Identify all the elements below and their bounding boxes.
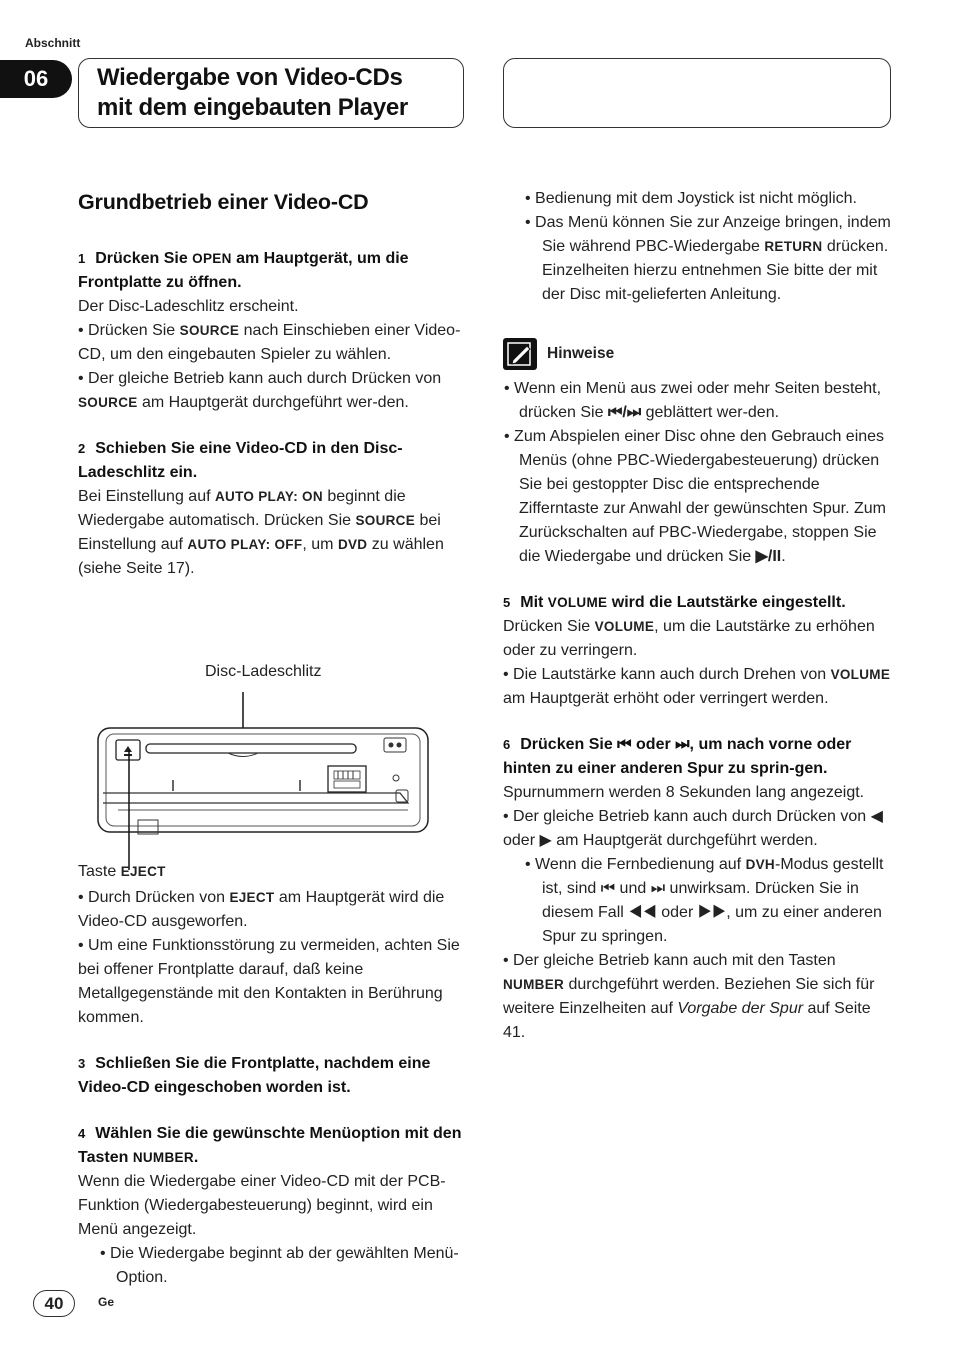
step-4-title-a: Wählen Sie die gewünschte Menüoption mit den Tasten bbox=[78, 1125, 462, 1166]
step-4-text: Wenn die Wiedergabe einer Video-CD mit der PCB-Funktion (Wiedergabesteuerung) beginnt, wird ein Menü angezeigt. bbox=[78, 1173, 446, 1238]
step-5-t1: Drücken Sie bbox=[503, 618, 595, 635]
step-1-bullet-2 bbox=[78, 367, 473, 415]
step-4-bullet-1: • Die Wiedergabe beginnt ab der gewählten Menü-Option. bbox=[100, 1245, 459, 1286]
eject-bullet-1-a: • Durch Drücken von bbox=[78, 889, 230, 906]
step-1-title-b: am Hauptgerät, um die Frontplatte zu öffnen. bbox=[78, 250, 409, 291]
note-2 bbox=[503, 425, 895, 569]
step-5-text bbox=[503, 615, 895, 663]
step-5-title-a: Mit bbox=[520, 594, 548, 611]
step-6-title bbox=[503, 733, 895, 781]
key-eject: EJECT bbox=[229, 890, 275, 905]
step-2-t1: Bei Einstellung auf bbox=[78, 488, 215, 505]
step-6-number: 6 bbox=[503, 737, 511, 752]
key-volume: VOLUME bbox=[594, 619, 655, 634]
step-2-number: 2 bbox=[78, 441, 86, 456]
step-1-bullet-1-a: • Drücken Sie bbox=[78, 322, 180, 339]
step-4-bullet-2: • Bedienung mit dem Joystick ist nicht möglich. bbox=[525, 190, 857, 207]
step-6-sub-bullet bbox=[503, 853, 895, 949]
key-source: SOURCE bbox=[355, 513, 416, 528]
note-2-a: • Zum Abspielen einer Disc ohne den Gebrauch eines Menüs (ohne PBC-Wiedergabesteuerung) drücken Sie bei gestoppter Disc die entsprechende Zifferntaste zur Anwahl der gewünschten Spur. Zum Zurückschalten auf PBC-Wiedergabe, stoppen Sie die Wiedergabe und drücken Sie bbox=[504, 428, 887, 565]
step-6-bullet-1-b: oder bbox=[503, 832, 540, 849]
step-2-title bbox=[78, 437, 473, 485]
fast-forward-icon: ▶▶ bbox=[697, 904, 727, 921]
key-number: NUMBER bbox=[132, 1150, 194, 1165]
eject-label-text: Taste bbox=[78, 863, 121, 880]
page-language: Ge bbox=[98, 1295, 115, 1309]
step-5-number: 5 bbox=[503, 595, 511, 610]
key-dvh: DVH bbox=[745, 857, 775, 872]
step-6-bullet-1-c: am Hauptgerät durchgeführt werden. bbox=[551, 832, 818, 849]
step-6-sub-a: • Wenn die Fernbedienung auf bbox=[525, 856, 746, 873]
step-5-t2: , um die Lautstärke zu erhöhen oder zu verringern. bbox=[503, 618, 875, 659]
skip-next-icon: ⏭ bbox=[650, 880, 666, 897]
pencil-icon bbox=[503, 338, 537, 370]
head-unit-illustration bbox=[78, 660, 473, 885]
step-1-bullet-2-b: am Hauptgerät durchgeführt wer-den. bbox=[137, 394, 409, 411]
skip-prev-icon: ⏮ bbox=[617, 736, 632, 753]
step-6-sub-d: unwirksam. Drücken Sie in diesem Fall bbox=[542, 880, 859, 921]
right-arrow-icon: ▶ bbox=[539, 832, 552, 849]
eject-bullet-2: • Um eine Funktionsstörung zu vermeiden, achten Sie bei offener Frontplatte darauf, daß keine Metallgegenstände mit den Kontakten in Berührung kommen. bbox=[78, 937, 460, 1026]
step-1-title bbox=[78, 247, 473, 295]
step-2-t3: bei Einstellung auf bbox=[78, 512, 441, 553]
step-1-title-a: Drücken Sie bbox=[95, 250, 193, 267]
right-column bbox=[503, 187, 895, 1045]
step-1-number: 1 bbox=[78, 251, 86, 266]
step-5-bullet-1-a: • Die Lautstärke kann auch durch Drehen von bbox=[503, 666, 831, 683]
chapter-title-box bbox=[78, 58, 464, 128]
key-volume: VOLUME bbox=[547, 595, 608, 610]
step-6-bullet-2-c: auf Seite 41. bbox=[503, 1000, 871, 1041]
step-4-bullet-3-a: • Das Menü können Sie zur Anzeige bringen, indem Sie während PBC-Wiedergabe bbox=[525, 214, 891, 255]
step-6-bullet-1-a: • Der gleiche Betrieb kann auch durch Drücken von bbox=[503, 808, 871, 825]
step-5-title bbox=[503, 591, 895, 615]
eject-key-label bbox=[78, 863, 166, 881]
step-5-title-b: wird die Lautstärke eingestellt. bbox=[607, 594, 846, 611]
step-6-sub-f: , um zu einer anderen Spur zu springen. bbox=[542, 904, 882, 945]
skip-prev-next-icon: ⏮/⏭ bbox=[607, 404, 642, 421]
disc-slot-diagram bbox=[78, 660, 473, 885]
rewind-icon: ◀◀ bbox=[628, 904, 657, 921]
note-1-a: • Wenn ein Menü aus zwei oder mehr Seiten besteht, drücken Sie bbox=[504, 380, 882, 421]
section-label: Abschnitt bbox=[25, 36, 81, 50]
chapter-title-line1: Wiedergabe von Video-CDs bbox=[97, 64, 403, 91]
eject-bullet-1 bbox=[78, 886, 473, 934]
note-1 bbox=[503, 377, 895, 425]
step-6-title-c: , um nach vorne oder hinten zu einer anderen Spur zu sprin-gen. bbox=[503, 736, 852, 777]
section-heading: Grundbetrieb einer Video-CD bbox=[78, 190, 369, 214]
note-1-b: geblättert wer-den. bbox=[641, 404, 780, 421]
step-6-bullet-2-a: • Der gleiche Betrieb kann auch mit den Tasten bbox=[503, 952, 836, 969]
left-column bbox=[78, 187, 473, 581]
left-arrow-icon: ◀ bbox=[870, 808, 883, 825]
step-5-bullet-1 bbox=[503, 663, 895, 711]
step-1-text: Der Disc-Ladeschlitz erscheint. bbox=[78, 298, 299, 315]
eject-bullet-1-b: am Hauptgerät wird die Video-CD ausgeworfen. bbox=[78, 889, 445, 930]
key-source: SOURCE bbox=[179, 323, 240, 338]
step-6-sub-c: und bbox=[615, 880, 651, 897]
step-4-number: 4 bbox=[78, 1126, 86, 1141]
step-4-bullet-3 bbox=[503, 211, 895, 307]
key-dvd: DVD bbox=[337, 537, 368, 552]
section-number-badge: 06 bbox=[0, 60, 72, 98]
step-2-t4: , um bbox=[302, 536, 338, 553]
key-eject: EJECT bbox=[120, 864, 166, 879]
play-pause-icon: ▶/II bbox=[755, 548, 782, 565]
step-2-text bbox=[78, 485, 473, 581]
key-return: RETURN bbox=[764, 239, 823, 254]
step-6-bullet-1 bbox=[503, 805, 895, 853]
note-2-b: . bbox=[781, 548, 786, 565]
step-6-title-a: Drücken Sie bbox=[520, 736, 618, 753]
key-number: NUMBER bbox=[503, 977, 565, 992]
step-6-bullet-2 bbox=[503, 949, 895, 1045]
skip-prev-icon: ⏮ bbox=[600, 880, 616, 897]
disc-slot-label: Disc-Ladeschlitz bbox=[205, 663, 322, 680]
step-3-title bbox=[78, 1052, 473, 1100]
step-4-bullet-3-b: drücken. Einzelheiten hierzu entnehmen Sie bitte der mit der Disc mit-gelieferten Anleitung. bbox=[542, 238, 889, 303]
step-4-title-b: . bbox=[193, 1149, 199, 1166]
step-6-sub-b: -Modus gestellt ist, sind bbox=[542, 856, 884, 897]
step-6-bullet-2-b: durchgeführt werden. Beziehen Sie sich für weitere Einzelheiten auf bbox=[503, 976, 875, 1017]
step-2-t2: beginnt die Wiedergabe automatisch. Drücken Sie bbox=[78, 488, 406, 529]
notes-title: Hinweise bbox=[547, 345, 615, 362]
key-auto-play-on: AUTO PLAY: ON bbox=[214, 489, 323, 504]
step-6-text: Spurnummern werden 8 Sekunden lang angezeigt. bbox=[503, 784, 865, 801]
key-volume: VOLUME bbox=[830, 667, 891, 682]
step-6-title-b: oder bbox=[631, 736, 676, 753]
step-2-title-text: Schieben Sie eine Video-CD in den Disc-Ladeschlitz ein. bbox=[78, 440, 403, 481]
key-open: OPEN bbox=[192, 251, 232, 266]
page-number: 40 bbox=[33, 1290, 75, 1317]
left-column-lower bbox=[78, 886, 473, 1290]
key-auto-play-off: AUTO PLAY: OFF bbox=[187, 537, 303, 552]
step-2-t5: zu wählen (siehe Seite 17). bbox=[78, 536, 444, 577]
step-1-bullet-1-b: nach Einschieben einer Video-CD, um den eingebauten Spieler zu wählen. bbox=[78, 322, 461, 363]
chapter-title-line2: mit dem eingebauten Player bbox=[97, 94, 408, 121]
step-1-bullet-2-a: • Der gleiche Betrieb kann auch durch Drücken von bbox=[78, 370, 442, 387]
step-5-bullet-1-b: am Hauptgerät erhöht oder verringert werden. bbox=[503, 690, 829, 707]
notes-header bbox=[503, 337, 895, 371]
key-source: SOURCE bbox=[78, 395, 138, 410]
step-4-title bbox=[78, 1122, 473, 1170]
step-3-title-text: Schließen Sie die Frontplatte, nachdem eine Video-CD eingeschoben worden ist. bbox=[78, 1055, 431, 1096]
step-6-sub-e: oder bbox=[656, 904, 698, 921]
step-3-number: 3 bbox=[78, 1056, 86, 1071]
chapter-title-box-empty bbox=[503, 58, 891, 128]
step-1-bullet-1 bbox=[78, 319, 473, 367]
skip-next-icon: ⏭ bbox=[675, 736, 690, 753]
cross-reference-link: Vorgabe der Spur bbox=[677, 1000, 804, 1017]
